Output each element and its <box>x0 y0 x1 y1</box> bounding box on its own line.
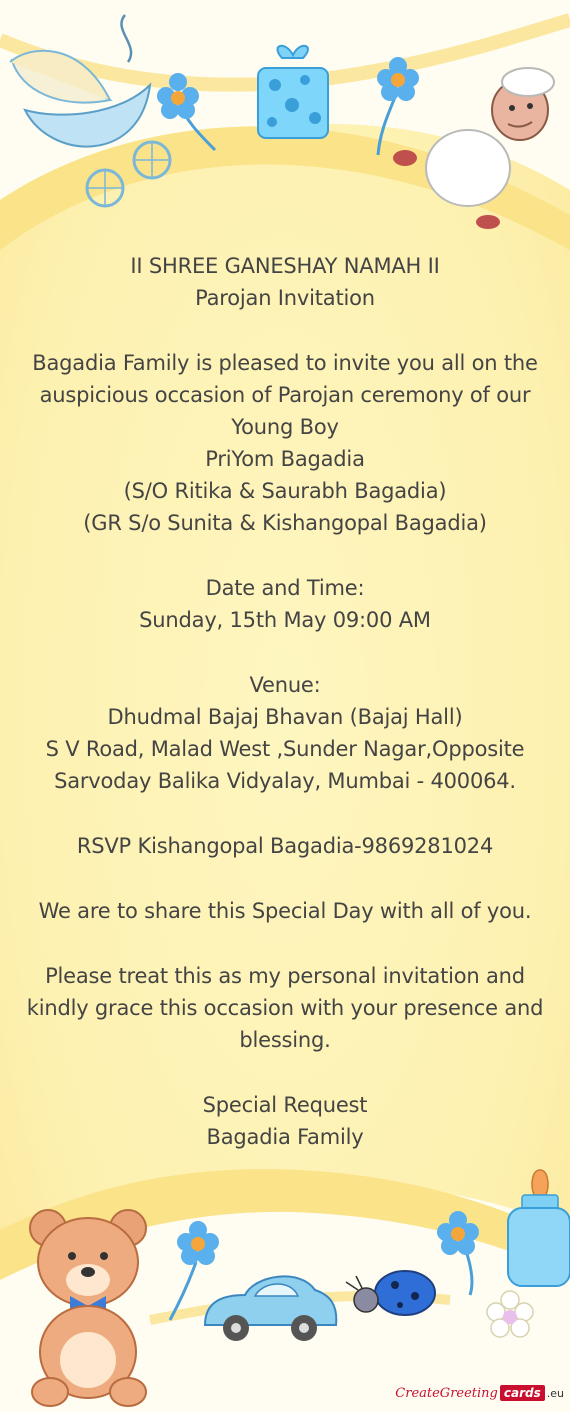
invitation-message: Young Boy <box>231 415 339 439</box>
special-request: Special Request <box>202 1093 368 1117</box>
rsvp-line: RSVP Kishangopal Bagadia-9869281024 <box>76 834 494 858</box>
date-value: Sunday, 15th May 09:00 AM <box>139 608 431 632</box>
invocation: II SHREE GANESHAY NAMAH II <box>130 254 440 278</box>
baby-bottle-icon <box>508 1170 570 1286</box>
child-name: PriYom Bagadia <box>205 447 365 471</box>
invitation-title: Parojan Invitation <box>195 286 375 310</box>
logo-box: cards <box>500 1385 545 1401</box>
venue-address: Sarvoday Balika Vidyalay, Mumbai - 400064. <box>54 769 516 793</box>
logo-brand: CreateGreeting <box>395 1385 498 1401</box>
invitation-message: Bagadia Family is pleased to invite you all on the <box>32 351 538 375</box>
venue-address: S V Road, Malad West ,Sunder Nagar,Opposite <box>45 737 525 761</box>
creategreetingcards-logo[interactable] <box>395 1380 564 1406</box>
request-line: kindly grace this occasion with your presence and <box>26 996 544 1020</box>
grandparents-line: (GR S/o Sunita & Kishangopal Bagadia) <box>83 511 487 535</box>
invitation-text <box>20 250 550 1153</box>
parents-line: (S/O Ritika & Saurabh Bagadia) <box>123 479 447 503</box>
venue-name: Dhudmal Bajaj Bhavan (Bajaj Hall) <box>107 705 463 729</box>
logo-tld: .eu <box>546 1386 564 1400</box>
request-line: blessing. <box>239 1028 331 1052</box>
invitation-message: auspicious occasion of Parojan ceremony of our <box>39 383 531 407</box>
share-line: We are to share this Special Day with all of you. <box>38 899 532 923</box>
venue-heading: Venue: <box>249 673 321 697</box>
signature: Bagadia Family <box>206 1125 364 1149</box>
request-line: Please treat this as my personal invitation and <box>45 964 525 988</box>
date-heading: Date and Time: <box>205 576 365 600</box>
